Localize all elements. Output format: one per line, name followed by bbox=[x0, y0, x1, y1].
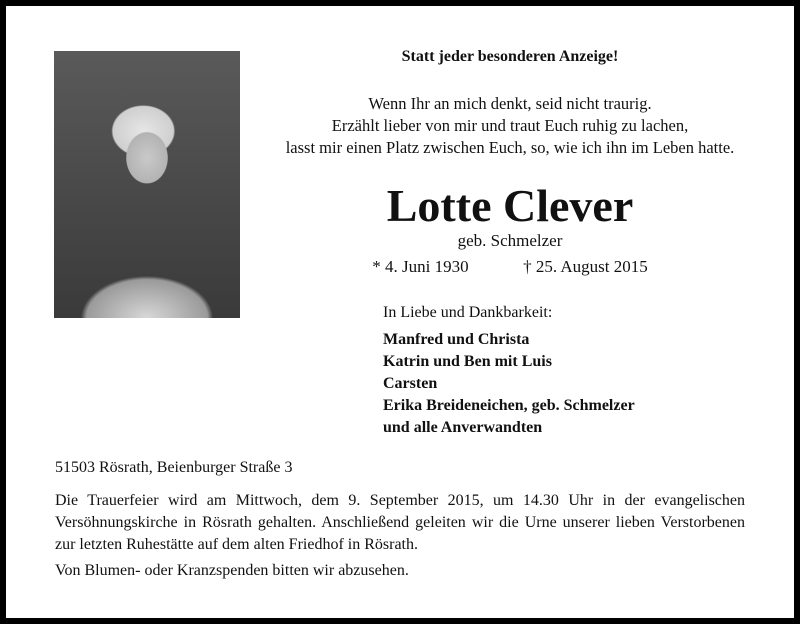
poem-line: lasst mir einen Platz zwischen Euch, so, wie ich ihn im Leben hatte. bbox=[285, 138, 735, 157]
mourner: und alle Anverwandten bbox=[383, 419, 543, 436]
address: 51503 Rösrath, Beienburger Straße 3 bbox=[55, 459, 293, 476]
poem bbox=[250, 93, 770, 159]
portrait-photo bbox=[54, 51, 240, 318]
mourner: Carsten bbox=[383, 375, 438, 392]
death-date: † 25. August 2015 bbox=[523, 257, 648, 276]
mourner: Erika Breideneichen, geb. Schmelzer bbox=[383, 397, 635, 414]
mourner: Manfred und Christa bbox=[383, 331, 530, 348]
notice-header: Statt jeder besonderen Anzeige! bbox=[401, 48, 619, 65]
birth-date: * 4. Juni 1930 bbox=[372, 257, 469, 276]
flowers-note: Von Blumen- oder Kranzspenden bitten wir abzusehen. bbox=[55, 562, 409, 579]
mourners-intro: In Liebe und Dankbarkeit: bbox=[383, 304, 553, 321]
ceremony-text: Die Trauerfeier wird am Mittwoch, dem 9. September 2015, um 14.30 Uhr in der evangelischen Versöhnungskirche in Rösrath gehalten. Anschließend geleiten wir die Urne unserer lieben Verstorbenen zur letzten Ruhestätte auf dem alten Friedhof in Rösrath. bbox=[55, 492, 745, 553]
ceremony-info bbox=[55, 490, 745, 582]
mourners-list bbox=[383, 329, 635, 439]
deceased-name: Lotte Clever bbox=[386, 180, 634, 231]
poem-line: Erzählt lieber von mir und traut Euch ruhig zu lachen, bbox=[331, 116, 689, 135]
poem-line: Wenn Ihr an mich denkt, seid nicht traurig. bbox=[368, 94, 652, 113]
mourner: Katrin und Ben mit Luis bbox=[383, 353, 552, 370]
life-dates bbox=[250, 257, 770, 277]
birth-name: geb. Schmelzer bbox=[457, 231, 563, 250]
